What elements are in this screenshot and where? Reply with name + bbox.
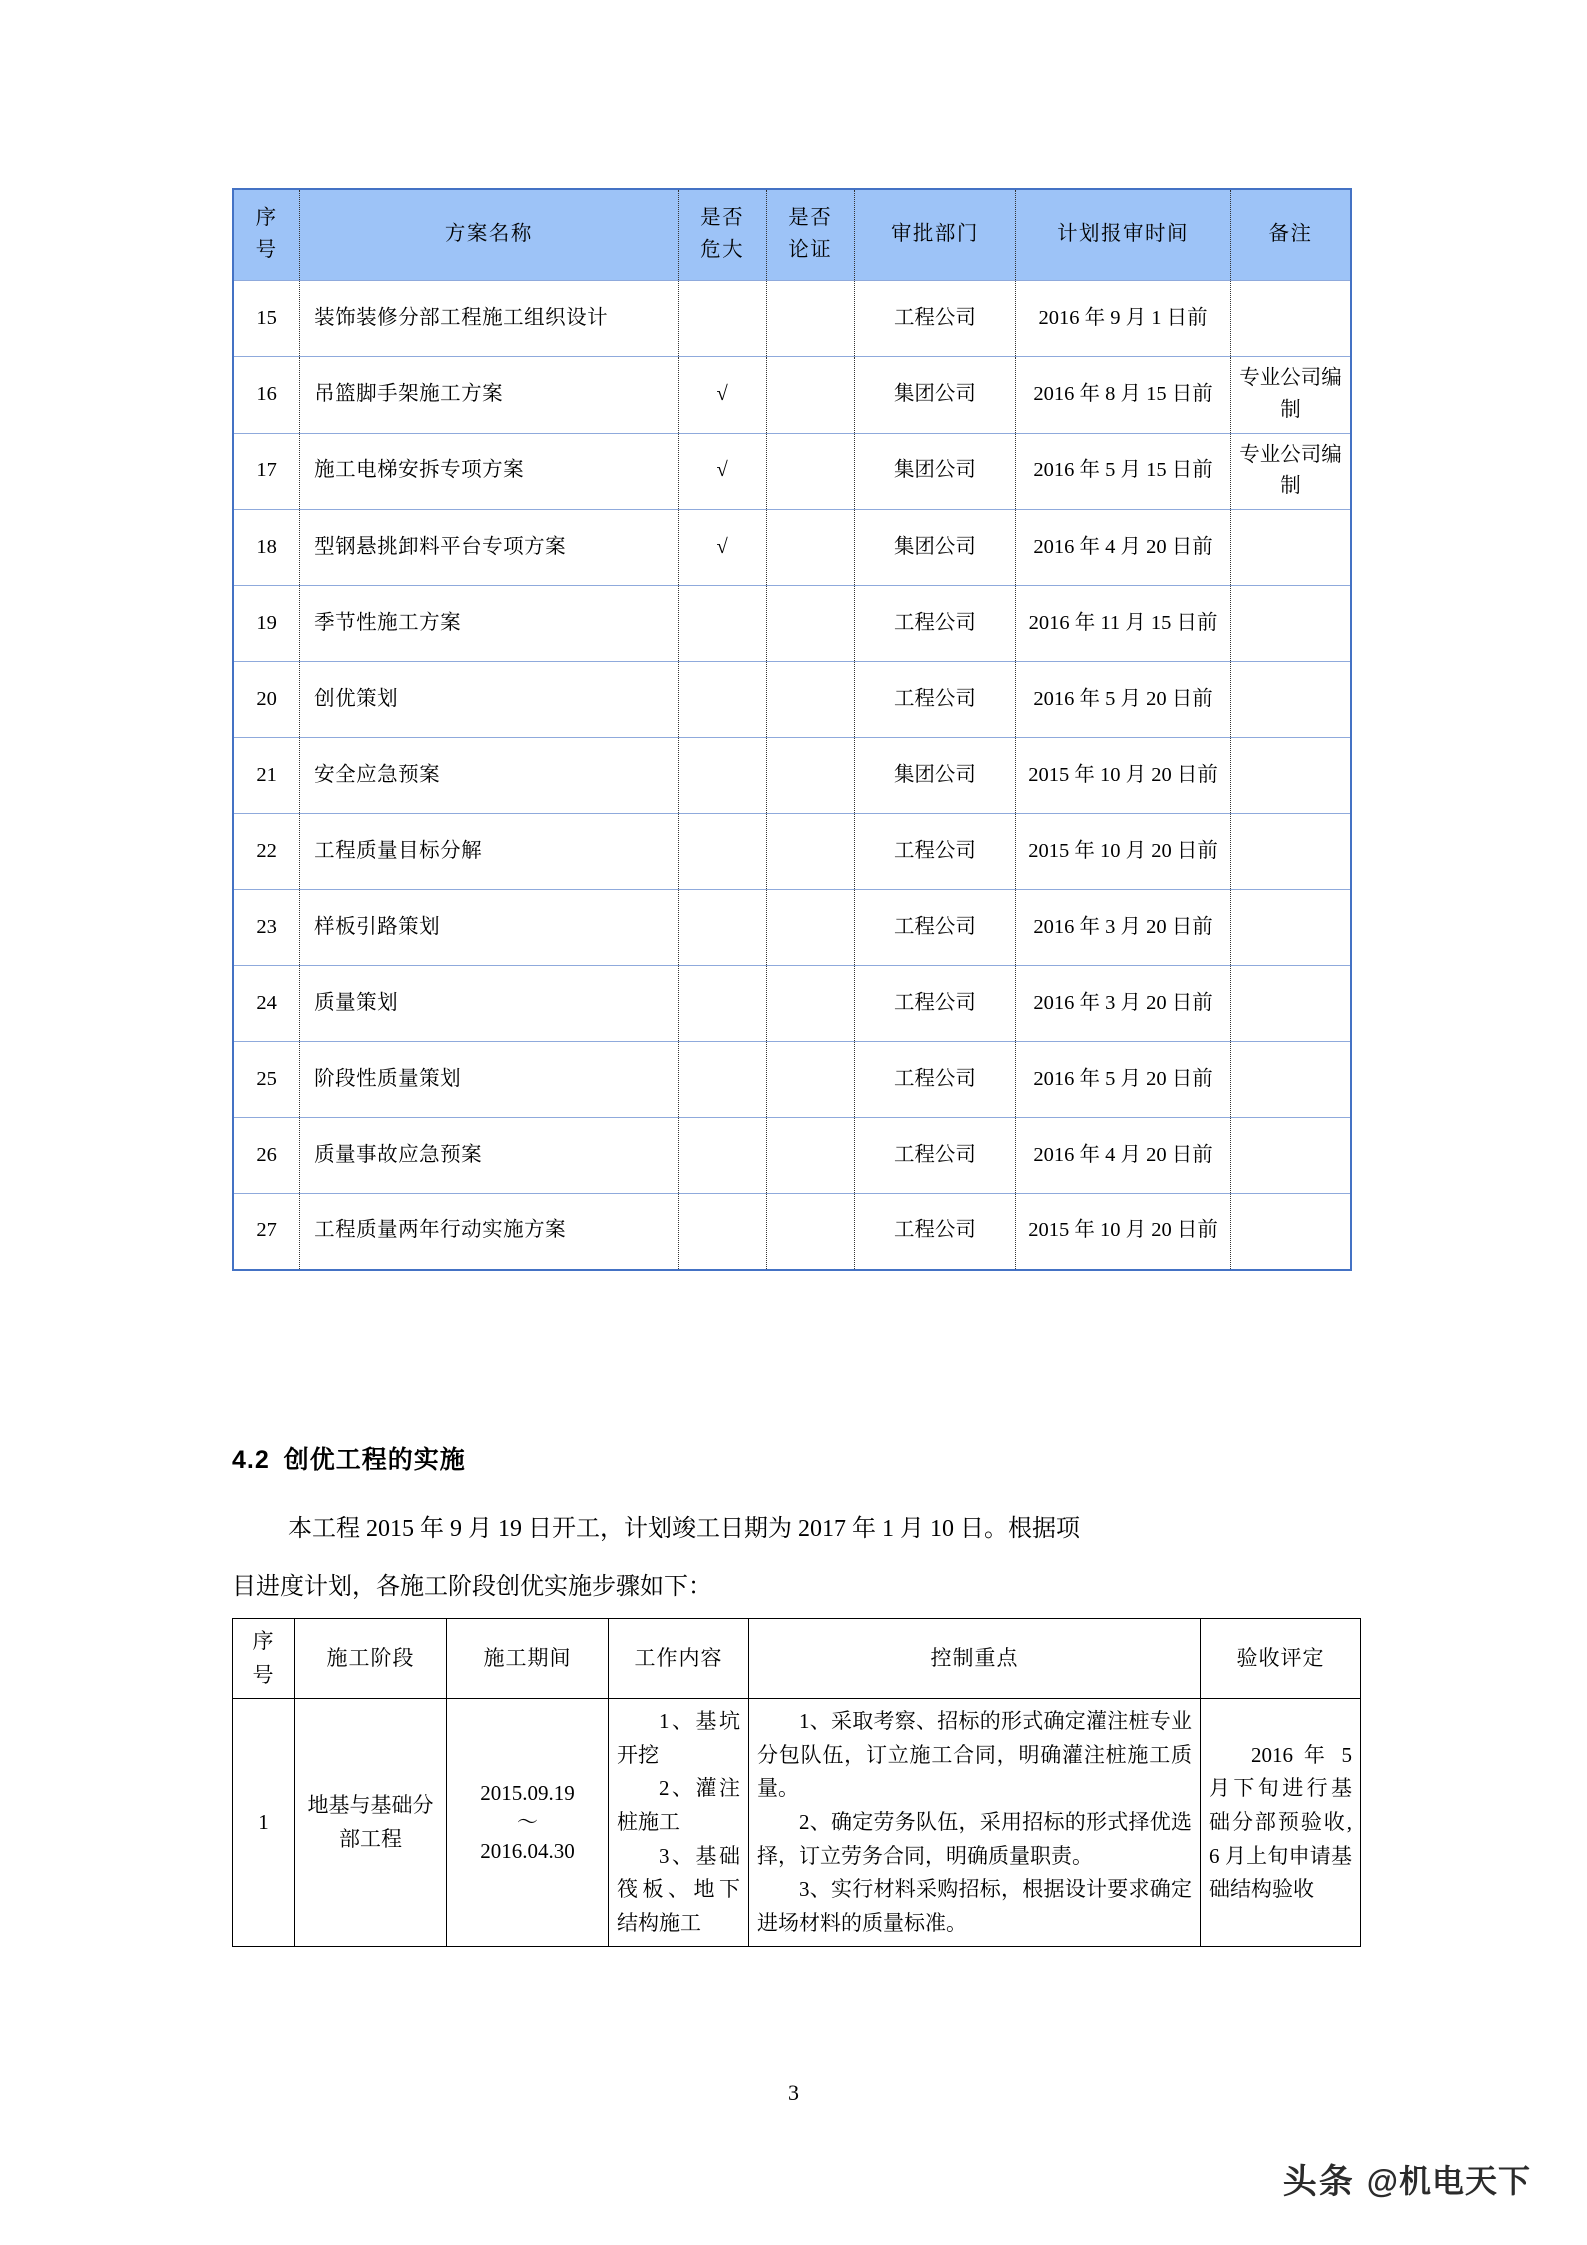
cell-seq: 18 — [233, 510, 300, 586]
column-header-is-major-hazard — [678, 189, 766, 281]
cell-approval-dept: 工程公司 — [854, 281, 1015, 357]
cell-needs-demonstration — [766, 890, 854, 966]
cell-plan-name: 质量事故应急预案 — [300, 1118, 678, 1194]
cell-needs-demonstration — [766, 281, 854, 357]
cell-plan-name: 阶段性质量策划 — [300, 1042, 678, 1118]
column-header-seq-line2: 号 — [255, 239, 278, 261]
cell-seq: 24 — [233, 966, 300, 1042]
page-number: 3 — [788, 2080, 799, 2105]
cell-plan-name: 样板引路策划 — [300, 890, 678, 966]
table-row — [233, 890, 1351, 966]
cell-needs-demonstration — [766, 966, 854, 1042]
cell-approval-dept: 工程公司 — [854, 1042, 1015, 1118]
cell-planned-review-time: 2016 年 4 月 20 日前 — [1016, 510, 1231, 586]
cell-remarks — [1231, 586, 1351, 662]
cell-is-major-hazard — [678, 1118, 766, 1194]
stage-table-body — [233, 1699, 1361, 1947]
column-header-seq — [233, 189, 300, 281]
cell-is-major-hazard: √ — [678, 433, 766, 510]
cell-needs-demonstration — [766, 357, 854, 434]
table-row — [233, 738, 1351, 814]
cell-planned-review-time: 2016 年 4 月 20 日前 — [1016, 1118, 1231, 1194]
cell-is-major-hazard — [678, 281, 766, 357]
table-row — [233, 814, 1351, 890]
cell-planned-review-time: 2016 年 5 月 15 日前 — [1016, 433, 1231, 510]
period-end: 2016.04.30 — [480, 1839, 575, 1864]
table-row — [233, 586, 1351, 662]
table-row — [233, 1194, 1351, 1270]
table-header-row — [233, 1619, 1361, 1699]
table-row — [233, 510, 1351, 586]
cell-planned-review-time: 2015 年 10 月 20 日前 — [1016, 814, 1231, 890]
cell-seq: 16 — [233, 357, 300, 434]
cell-plan-name: 施工电梯安拆专项方案 — [300, 433, 678, 510]
period-separator: ～ — [517, 1810, 538, 1835]
plan-schedule-table — [232, 188, 1352, 1271]
cell-remarks — [1231, 814, 1351, 890]
cell-approval-dept: 工程公司 — [854, 814, 1015, 890]
focus-item: 3、实行材料采购招标，根据设计要求确定进场材料的质量标准。 — [757, 1877, 1192, 1935]
table-row — [233, 1042, 1351, 1118]
column-header-weida-line2: 危大 — [700, 239, 745, 261]
cell-is-major-hazard — [678, 966, 766, 1042]
cell-plan-name: 季节性施工方案 — [300, 586, 678, 662]
cell-needs-demonstration — [766, 586, 854, 662]
section-title: 创优工程的实施 — [283, 1446, 466, 1474]
cell-planned-review-time: 2016 年 5 月 20 日前 — [1016, 1042, 1231, 1118]
period-start: 2015.09.19 — [480, 1780, 575, 1805]
cell-remarks — [1231, 281, 1351, 357]
cell-plan-name: 创优策划 — [300, 662, 678, 738]
column-header-seq — [233, 1619, 295, 1699]
cell-is-major-hazard — [678, 814, 766, 890]
cell-seq: 1 — [233, 1699, 295, 1947]
cell-remarks: 专业公司编制 — [1231, 357, 1351, 434]
column-header-seq-line2: 号 — [252, 1662, 275, 1687]
cell-plan-name: 质量策划 — [300, 966, 678, 1042]
table-header-row — [233, 189, 1351, 281]
body-paragraph — [232, 1500, 1356, 1616]
cell-control-focus — [749, 1699, 1201, 1947]
focus-item: 2、确定劳务队伍，采用招标的形式择优选择，订立劳务合同，明确质量职责。 — [757, 1809, 1192, 1868]
cell-plan-name: 安全应急预案 — [300, 738, 678, 814]
column-header-needs-demonstration — [766, 189, 854, 281]
cell-seq: 22 — [233, 814, 300, 890]
cell-seq: 19 — [233, 586, 300, 662]
cell-planned-review-time: 2016 年 5 月 20 日前 — [1016, 662, 1231, 738]
cell-construction-period — [447, 1699, 609, 1947]
cell-remarks — [1231, 1194, 1351, 1270]
cell-needs-demonstration — [766, 510, 854, 586]
plan-schedule-table-container — [232, 188, 1352, 1271]
cell-remarks — [1231, 510, 1351, 586]
cell-planned-review-time: 2016 年 3 月 20 日前 — [1016, 966, 1231, 1042]
column-header-seq-line1: 序 — [252, 1629, 275, 1653]
cell-needs-demonstration — [766, 1042, 854, 1118]
column-header-remarks: 备注 — [1231, 189, 1351, 281]
cell-is-major-hazard — [678, 586, 766, 662]
watermark — [1283, 2154, 1531, 2203]
cell-seq: 27 — [233, 1194, 300, 1270]
table-row — [233, 433, 1351, 510]
cell-approval-dept: 工程公司 — [854, 1194, 1015, 1270]
cell-needs-demonstration — [766, 1118, 854, 1194]
cell-is-major-hazard — [678, 1042, 766, 1118]
cell-approval-dept: 工程公司 — [854, 586, 1015, 662]
cell-planned-review-time: 2015 年 10 月 20 日前 — [1016, 1194, 1231, 1270]
table-row — [233, 1118, 1351, 1194]
cell-approval-dept: 集团公司 — [854, 510, 1015, 586]
cell-remarks — [1231, 662, 1351, 738]
cell-approval-dept: 集团公司 — [854, 357, 1015, 434]
column-header-weida-line1: 是否 — [700, 207, 745, 230]
column-header-lunzheng-line2: 论证 — [788, 239, 833, 261]
construction-stage-table-container — [232, 1618, 1360, 1947]
cell-is-major-hazard — [678, 890, 766, 966]
paragraph-line-2: 目进度计划，各施工阶段创优实施步骤如下： — [232, 1574, 712, 1600]
watermark-handle: @机电天下 — [1366, 2162, 1531, 2199]
cell-planned-review-time: 2016 年 8 月 15 日前 — [1016, 357, 1231, 434]
focus-item: 1、采取考察、招标的形式确定灌注桩专业分包队伍，订立施工合同，明确灌注桩施工质量。 — [757, 1709, 1192, 1801]
table-row — [233, 281, 1351, 357]
acceptance-text: 2016 年 5 月下旬进行基础分部预验收, 6 月上旬申请基础结构验收 — [1209, 1742, 1352, 1902]
cell-remarks: 专业公司编制 — [1231, 433, 1351, 510]
cell-approval-dept: 集团公司 — [854, 433, 1015, 510]
cell-remarks — [1231, 890, 1351, 966]
cell-needs-demonstration — [766, 738, 854, 814]
cell-is-major-hazard: √ — [678, 357, 766, 434]
cell-seq: 23 — [233, 890, 300, 966]
cell-is-major-hazard — [678, 662, 766, 738]
section-heading — [232, 1440, 466, 1476]
cell-approval-dept: 工程公司 — [854, 966, 1015, 1042]
cell-plan-name: 装饰装修分部工程施工组织设计 — [300, 281, 678, 357]
section-number: 4.2 — [232, 1446, 270, 1474]
cell-acceptance-evaluation — [1201, 1699, 1361, 1947]
cell-seq: 25 — [233, 1042, 300, 1118]
cell-planned-review-time: 2016 年 3 月 20 日前 — [1016, 890, 1231, 966]
cell-planned-review-time: 2016 年 11 月 15 日前 — [1016, 586, 1231, 662]
column-header-construction-period: 施工期间 — [447, 1619, 609, 1699]
work-item: 2、灌注桩施工 — [617, 1776, 740, 1834]
cell-planned-review-time: 2015 年 10 月 20 日前 — [1016, 738, 1231, 814]
cell-remarks — [1231, 738, 1351, 814]
cell-plan-name: 吊篮脚手架施工方案 — [300, 357, 678, 434]
column-header-planned-review-time: 计划报审时间 — [1016, 189, 1231, 281]
table-row — [233, 357, 1351, 434]
work-item: 3、基础筏板、地下结构施工 — [617, 1843, 740, 1935]
construction-stage-table — [232, 1618, 1361, 1947]
cell-approval-dept: 工程公司 — [854, 890, 1015, 966]
cell-plan-name: 型钢悬挑卸料平台专项方案 — [300, 510, 678, 586]
cell-is-major-hazard — [678, 1194, 766, 1270]
cell-needs-demonstration — [766, 433, 854, 510]
watermark-logo: 头条 — [1282, 2163, 1355, 2201]
column-header-control-focus: 控制重点 — [749, 1619, 1201, 1699]
cell-remarks — [1231, 1042, 1351, 1118]
column-header-seq-line1: 序 — [255, 207, 278, 230]
cell-needs-demonstration — [766, 662, 854, 738]
cell-seq: 17 — [233, 433, 300, 510]
cell-needs-demonstration — [766, 1194, 854, 1270]
cell-is-major-hazard — [678, 738, 766, 814]
column-header-lunzheng-line1: 是否 — [788, 207, 833, 230]
cell-plan-name: 工程质量两年行动实施方案 — [300, 1194, 678, 1270]
cell-seq: 15 — [233, 281, 300, 357]
cell-work-content — [609, 1699, 749, 1947]
cell-plan-name: 工程质量目标分解 — [300, 814, 678, 890]
cell-is-major-hazard: √ — [678, 510, 766, 586]
cell-planned-review-time: 2016 年 9 月 1 日前 — [1016, 281, 1231, 357]
cell-construction-stage: 地基与基础分部工程 — [295, 1699, 447, 1947]
cell-approval-dept: 集团公司 — [854, 738, 1015, 814]
table-row — [233, 662, 1351, 738]
column-header-construction-stage: 施工阶段 — [295, 1619, 447, 1699]
column-header-work-content: 工作内容 — [609, 1619, 749, 1699]
column-header-plan-name: 方案名称 — [300, 189, 678, 281]
column-header-acceptance-evaluation: 验收评定 — [1201, 1619, 1361, 1699]
cell-needs-demonstration — [766, 814, 854, 890]
cell-remarks — [1231, 1118, 1351, 1194]
table-row — [233, 966, 1351, 1042]
cell-seq: 26 — [233, 1118, 300, 1194]
cell-approval-dept: 工程公司 — [854, 662, 1015, 738]
column-header-approval-dept: 审批部门 — [854, 189, 1015, 281]
cell-remarks — [1231, 966, 1351, 1042]
cell-seq: 20 — [233, 662, 300, 738]
cell-approval-dept: 工程公司 — [854, 1118, 1015, 1194]
work-item: 1、基坑开挖 — [617, 1709, 740, 1767]
paragraph-line-1: 本工程 2015 年 9 月 19 日开工，计划竣工日期为 2017 年 1 月 10 日。根据项 — [288, 1516, 1080, 1542]
cell-seq: 21 — [233, 738, 300, 814]
plan-table-body — [233, 281, 1351, 1270]
table-row — [233, 1699, 1361, 1947]
